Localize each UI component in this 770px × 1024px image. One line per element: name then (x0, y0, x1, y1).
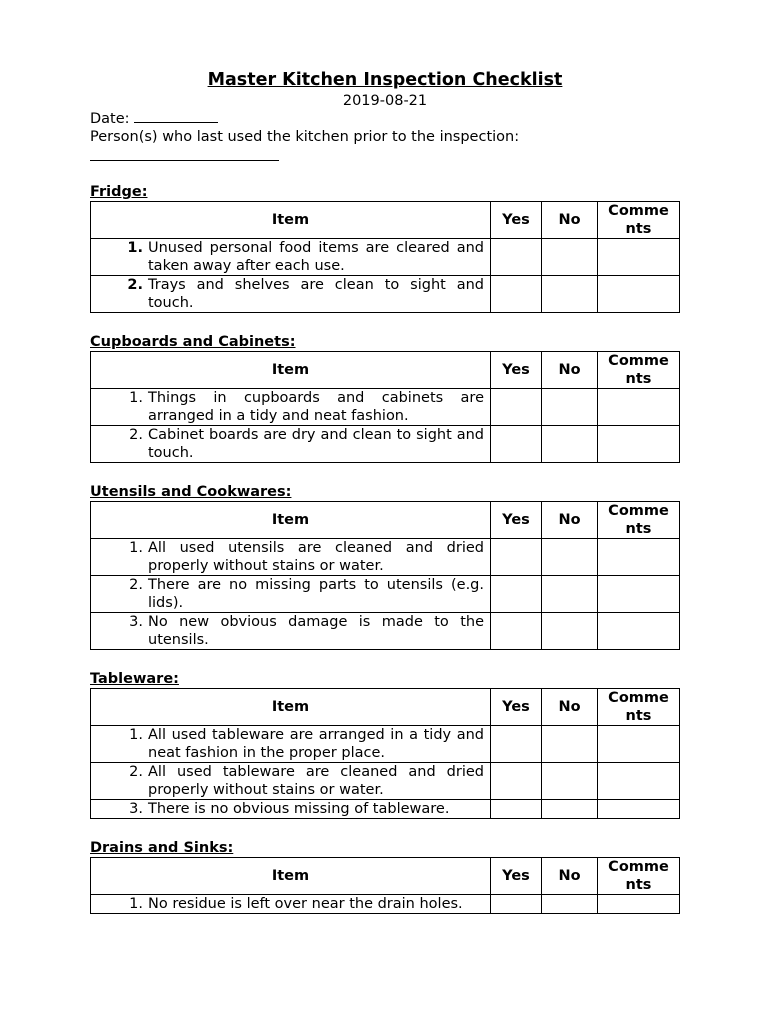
item-content (91, 763, 490, 799)
yes-cell[interactable] (491, 800, 542, 819)
checklist-sections (90, 183, 680, 914)
item-text: No new obvious damage is made to the utensils. (148, 614, 484, 648)
item-number: 1. (129, 727, 143, 743)
document-date: 2019-08-21 (342, 93, 428, 109)
item-content (91, 239, 490, 275)
table-row (91, 389, 680, 426)
yes-cell[interactable] (491, 895, 542, 914)
item-text: Trays and shelves are clean to sight and touch. (148, 277, 484, 311)
persons-label: Person(s) who last used the kitchen prior to the inspection: (90, 129, 520, 145)
item-number: 1. (129, 896, 143, 912)
item-text: There is no obvious missing of tableware. (148, 801, 450, 817)
no-cell[interactable] (542, 895, 598, 914)
yes-cell[interactable] (491, 276, 542, 313)
yes-cell[interactable] (491, 389, 542, 426)
yes-cell[interactable] (491, 763, 542, 800)
comments-cell[interactable] (598, 895, 680, 914)
no-cell[interactable] (542, 763, 598, 800)
table-row (91, 539, 680, 576)
date-field (90, 110, 680, 128)
item-cell (91, 389, 491, 426)
header-no: No (542, 502, 598, 539)
yes-cell[interactable] (491, 576, 542, 613)
table-row (91, 576, 680, 613)
item-content (91, 389, 490, 425)
header-comments: Comme nts (598, 202, 680, 239)
item-number: 1. (129, 540, 143, 556)
item-text: Cabinet boards are dry and clean to sight and touch. (148, 427, 484, 461)
comments-cell[interactable] (598, 613, 680, 650)
item-cell (91, 576, 491, 613)
table-row (91, 613, 680, 650)
table-row (91, 239, 680, 276)
item-number: 2. (129, 764, 143, 780)
item-text: Unused personal food items are cleared and taken away after each use. (148, 240, 484, 274)
item-cell (91, 239, 491, 276)
table-row (91, 763, 680, 800)
item-content (91, 726, 490, 762)
no-cell[interactable] (542, 426, 598, 463)
item-cell (91, 763, 491, 800)
comments-cell[interactable] (598, 539, 680, 576)
no-cell[interactable] (542, 539, 598, 576)
header-comments: Comme nts (598, 352, 680, 389)
table-header-row (91, 689, 680, 726)
checklist-table-drains-and-sinks (90, 857, 680, 914)
table-row (91, 276, 680, 313)
item-number: 1. (129, 390, 143, 406)
header-item: Item (91, 352, 491, 389)
header-item: Item (91, 858, 491, 895)
item-cell (91, 426, 491, 463)
item-cell (91, 613, 491, 650)
comments-cell[interactable] (598, 763, 680, 800)
item-number: 3. (129, 801, 143, 817)
item-text: There are no missing parts to utensils (e.g. lids). (148, 577, 484, 611)
item-number: 2. (129, 577, 143, 593)
yes-cell[interactable] (491, 613, 542, 650)
comments-cell[interactable] (598, 389, 680, 426)
no-cell[interactable] (542, 389, 598, 426)
item-number: 1. (127, 240, 143, 256)
yes-cell[interactable] (491, 239, 542, 276)
header-comments: Comme nts (598, 502, 680, 539)
comments-cell[interactable] (598, 276, 680, 313)
item-number: 3. (129, 614, 143, 630)
table-header-row (91, 502, 680, 539)
date-label: Date: (90, 111, 130, 127)
item-content (91, 613, 490, 649)
comments-cell[interactable] (598, 576, 680, 613)
table-header-row (91, 352, 680, 389)
checklist-table-fridge (90, 201, 680, 313)
yes-cell[interactable] (491, 539, 542, 576)
item-text: All used tableware are cleaned and dried properly without stains or water. (148, 764, 484, 798)
comments-cell[interactable] (598, 239, 680, 276)
item-cell (91, 895, 491, 914)
table-row (91, 426, 680, 463)
table-row (91, 800, 680, 819)
item-content (91, 576, 490, 612)
header-comments: Comme nts (598, 858, 680, 895)
item-cell (91, 726, 491, 763)
no-cell[interactable] (542, 800, 598, 819)
item-content (91, 539, 490, 575)
comments-cell[interactable] (598, 800, 680, 819)
no-cell[interactable] (542, 726, 598, 763)
header-yes: Yes (491, 352, 542, 389)
checklist-table-tableware (90, 688, 680, 819)
item-text: All used utensils are cleaned and dried properly without stains or water. (148, 540, 484, 574)
checklist-table-utensils-and-cookwares (90, 501, 680, 650)
item-cell (91, 800, 491, 819)
document-page (90, 68, 680, 934)
comments-cell[interactable] (598, 426, 680, 463)
date-blank-line[interactable] (134, 110, 218, 123)
header-item: Item (91, 202, 491, 239)
header-no: No (542, 858, 598, 895)
item-number: 2. (127, 277, 143, 293)
section-title-tableware: Tableware: (90, 671, 179, 687)
no-cell[interactable] (542, 576, 598, 613)
section-title-utensils-and-cookwares: Utensils and Cookwares: (90, 484, 292, 500)
item-content (91, 426, 490, 462)
yes-cell[interactable] (491, 726, 542, 763)
table-header-row (91, 202, 680, 239)
item-cell (91, 276, 491, 313)
checklist-table-cupboards-and-cabinets (90, 351, 680, 463)
header-yes: Yes (491, 502, 542, 539)
header-item: Item (91, 502, 491, 539)
header-yes: Yes (491, 858, 542, 895)
no-cell[interactable] (542, 276, 598, 313)
yes-cell[interactable] (491, 426, 542, 463)
document-title: Master Kitchen Inspection Checklist (207, 70, 563, 90)
header-comments: Comme nts (598, 689, 680, 726)
section-title-cupboards-and-cabinets: Cupboards and Cabinets: (90, 334, 296, 350)
item-cell (91, 539, 491, 576)
persons-blank-line[interactable] (90, 146, 279, 161)
header-no: No (542, 689, 598, 726)
no-cell[interactable] (542, 239, 598, 276)
header-item: Item (91, 689, 491, 726)
item-content (91, 276, 490, 312)
section-title-drains-and-sinks: Drains and Sinks: (90, 840, 234, 856)
table-header-row (91, 858, 680, 895)
header-no: No (542, 352, 598, 389)
section-title-fridge: Fridge: (90, 184, 148, 200)
header-yes: Yes (491, 202, 542, 239)
no-cell[interactable] (542, 613, 598, 650)
item-text: No residue is left over near the drain holes. (148, 896, 463, 912)
header-yes: Yes (491, 689, 542, 726)
item-text: Things in cupboards and cabinets are arranged in a tidy and neat fashion. (148, 390, 484, 424)
header-no: No (542, 202, 598, 239)
table-row (91, 726, 680, 763)
comments-cell[interactable] (598, 726, 680, 763)
table-row (91, 895, 680, 914)
item-text: All used tableware are arranged in a tidy and neat fashion in the proper place. (148, 727, 484, 761)
item-number: 2. (129, 427, 143, 443)
item-content (91, 800, 490, 818)
item-content (91, 895, 490, 913)
